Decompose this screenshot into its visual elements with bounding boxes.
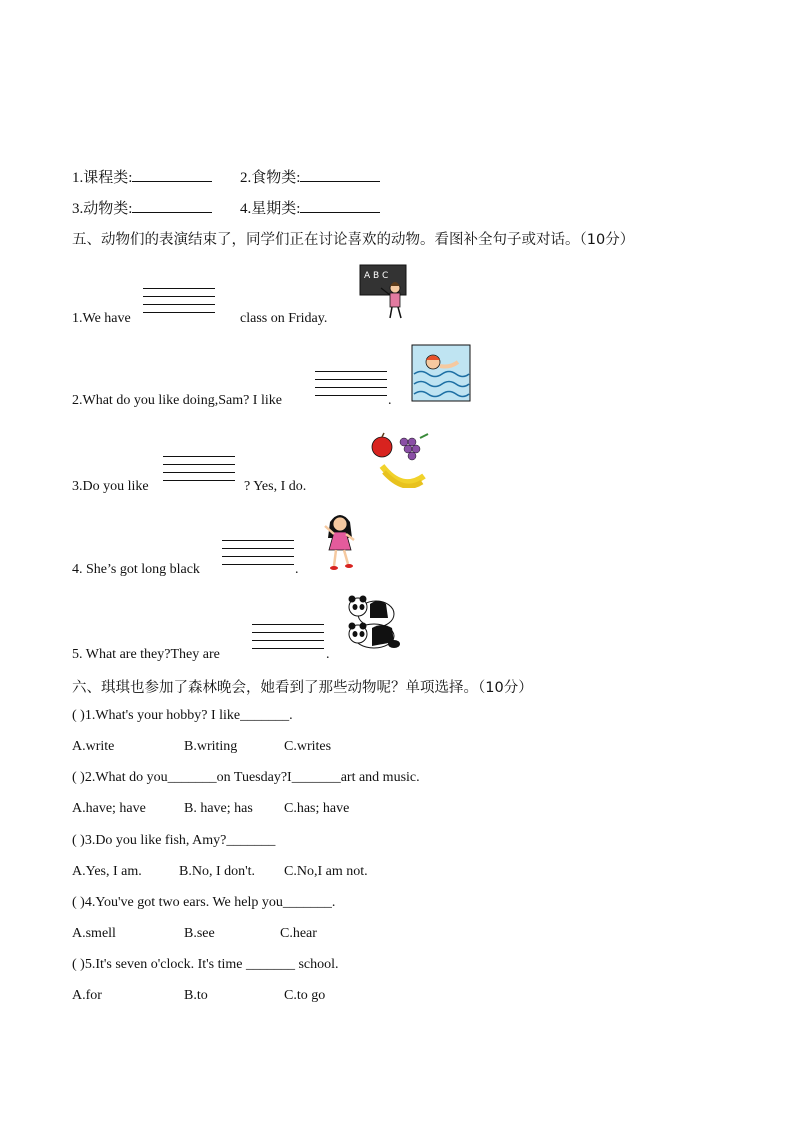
q5-option-a[interactable]: A.for (72, 988, 102, 1003)
q5-option-b[interactable]: B.to (184, 988, 208, 1003)
q1-option-b[interactable]: B.writing (184, 739, 238, 754)
question-1: ( )1.What's your hobby? I like_______. (72, 708, 293, 723)
s5-item-2-after: . (388, 393, 392, 408)
handwriting-lines[interactable] (163, 456, 235, 488)
section-6-heading: 六、琪琪也参加了森林晚会，她看到了那些动物呢？单项选择。（10分） (72, 680, 533, 696)
q5-option-c[interactable]: C.to go (284, 988, 326, 1003)
swimming-icon (411, 344, 471, 402)
s5-item-1-before: 1.We have (72, 311, 131, 326)
handwriting-lines[interactable] (252, 624, 324, 656)
answer-blank[interactable] (300, 169, 380, 182)
s5-item-5-before: 5. What are they?They are (72, 647, 220, 662)
teacher-blackboard-icon (359, 264, 409, 320)
s5-item-3-before: 3.Do you like (72, 479, 149, 494)
answer-blank[interactable] (132, 169, 212, 182)
question-2: ( )2.What do you_______on Tuesday?I_______art and music. (72, 770, 420, 785)
q3-option-c[interactable]: C.No,I am not. (284, 864, 368, 879)
question-3: ( )3.Do you like fish, Amy?_______ (72, 833, 276, 848)
s5-item-4-after: . (295, 562, 299, 577)
q1-option-a[interactable]: A.write (72, 739, 115, 754)
answer-blank[interactable] (300, 200, 380, 213)
category-1: 1.课程类: (72, 166, 212, 187)
q3-option-b[interactable]: B.No, I don't. (179, 864, 256, 879)
question-5: ( )5.It's seven o'clock. It's time _______ school. (72, 957, 339, 972)
handwriting-lines[interactable] (315, 371, 387, 403)
q4-option-a[interactable]: A.smell (72, 926, 116, 941)
girl-icon (322, 510, 358, 572)
panda-icon (344, 594, 402, 652)
s5-item-3-after: ? Yes, I do. (244, 479, 307, 494)
category-3: 3.动物类: (72, 197, 212, 218)
category-2: 2.食物类: (240, 166, 380, 187)
handwriting-lines[interactable] (143, 288, 215, 320)
category-4: 4.星期类: (240, 197, 380, 218)
handwriting-lines[interactable] (222, 540, 294, 572)
s5-item-4-before: 4. She’s got long black (72, 562, 200, 577)
q2-option-b[interactable]: B. have; has (184, 801, 253, 816)
q1-option-c[interactable]: C.writes (284, 739, 332, 754)
svg-text:A B C: A B C (364, 271, 389, 281)
q2-option-a[interactable]: A.have; have (72, 801, 146, 816)
s5-item-2-before: 2.What do you like doing,Sam? I like (72, 393, 282, 408)
s5-item-5-after: . (326, 647, 330, 662)
s5-item-1-after: class on Friday. (240, 311, 328, 326)
q2-option-c[interactable]: C.has; have (284, 801, 350, 816)
fruit-icon (370, 432, 432, 488)
q4-option-c[interactable]: C.hear (280, 926, 317, 941)
question-4: ( )4.You've got two ears. We help you_______. (72, 895, 336, 910)
section-5-heading: 五、动物们的表演结束了，同学们正在讨论喜欢的动物。看图补全句子或对话。（10分） (72, 232, 635, 248)
q4-option-b[interactable]: B.see (184, 926, 215, 941)
q3-option-a[interactable]: A.Yes, I am. (72, 864, 142, 879)
answer-blank[interactable] (132, 200, 212, 213)
